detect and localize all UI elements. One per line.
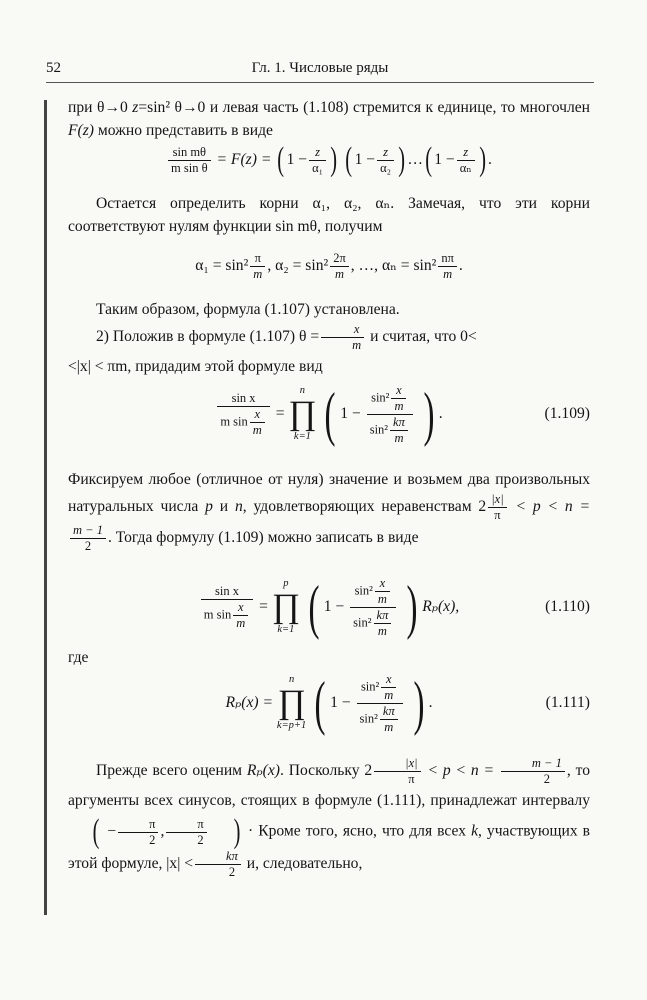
- text-run: < p < n =: [422, 762, 499, 780]
- numerator: sin x: [201, 584, 253, 600]
- paragraph-2: Остается определить корни α₁, α₂, αₙ. Замечая, что эти корни соответствуют нулям функции sin mθ, получим: [68, 195, 590, 235]
- equation-text: .: [488, 151, 492, 168]
- equation-text: , α₂ = sin²: [267, 257, 329, 274]
- denominator: m: [253, 266, 263, 281]
- denominator: [367, 415, 413, 446]
- denominator: m: [252, 422, 262, 437]
- equation-text: 1 −: [323, 598, 345, 615]
- denominator: π: [408, 772, 415, 786]
- denominator: 2: [228, 865, 236, 879]
- denominator: m: [334, 266, 344, 281]
- equation-1-110: [68, 574, 590, 640]
- numerator: sin x: [217, 391, 269, 407]
- equation-text: …: [407, 151, 423, 168]
- denominator: [350, 608, 396, 639]
- fraction: [367, 383, 413, 446]
- numerator: nπ: [438, 251, 457, 267]
- text-run: можно представить в виде: [93, 122, 273, 139]
- right-paren: ): [413, 670, 425, 737]
- numerator: z: [377, 145, 394, 161]
- paragraph-where: где: [68, 649, 89, 666]
- text-run: и считая, что 0<: [366, 328, 477, 346]
- fraction: [374, 756, 420, 787]
- numerator: 2π: [330, 251, 349, 267]
- product-upper-limit: n: [288, 674, 295, 686]
- equation-text: m sin: [220, 414, 248, 429]
- equation-text: sin²: [359, 711, 378, 726]
- paragraph-3: Таким образом, формула (1.107) установлена.: [96, 301, 400, 318]
- equation-number: (1.111): [545, 694, 590, 711]
- equation-text: .: [438, 405, 443, 422]
- numerator: x: [381, 672, 396, 688]
- equation-text: 1 −: [434, 151, 455, 168]
- header-rule: [46, 82, 594, 83]
- math-var: F(z): [68, 122, 94, 139]
- equation-text: 1 −: [354, 151, 376, 168]
- right-paren: ): [406, 574, 418, 641]
- paragraph-5: [68, 468, 590, 554]
- denominator: α₁: [312, 160, 323, 175]
- scan-margin-bar: [44, 100, 47, 915]
- fraction: [166, 817, 206, 848]
- fraction: [501, 756, 565, 787]
- numerator: π: [250, 251, 265, 267]
- paragraph-1: [68, 96, 590, 142]
- denominator: m: [384, 719, 394, 734]
- equation-text: m sin: [203, 607, 232, 622]
- equation-text: .: [428, 694, 433, 711]
- text-run: . Тогда формулу (1.109) можно записать в виде: [107, 529, 419, 547]
- equation-text: sin²: [371, 390, 390, 405]
- text-run: . Поскольку 2: [279, 762, 373, 780]
- text-run: 2) Положив в формуле (1.107) θ =: [96, 328, 320, 346]
- numerator: x: [233, 600, 248, 616]
- equation-text: =: [259, 598, 268, 615]
- equation-text: .: [458, 257, 463, 274]
- denominator: 2: [84, 539, 92, 553]
- equation-text: sin²: [360, 679, 380, 694]
- text-run: , удовлетворяющих неравенствам 2: [242, 498, 487, 516]
- fraction: [438, 251, 457, 282]
- equation-text: sin²: [353, 615, 372, 630]
- text-run: и, следовательно,: [242, 855, 363, 873]
- text-run: Фиксируем любое (отличное от нуля) значение и возьмем два произвольных натуральных числа: [68, 471, 590, 516]
- running-title: Гл. 1. Числовые ряды: [251, 60, 389, 76]
- equation-1-111: [68, 670, 590, 736]
- fraction: [457, 145, 475, 176]
- left-paren: (: [92, 813, 100, 850]
- math-var: z: [132, 99, 139, 116]
- math-var: n: [234, 498, 243, 516]
- equation-roots: [68, 246, 590, 286]
- text-run: и: [212, 498, 235, 516]
- fraction: [375, 576, 390, 607]
- numerator: x: [321, 322, 364, 338]
- numerator: |x|: [488, 492, 506, 508]
- denominator: m: [394, 398, 404, 413]
- text-run: Прежде всего оценим: [96, 762, 247, 780]
- math-var: Rₚ(x): [246, 762, 280, 780]
- fraction: [118, 817, 158, 848]
- paragraph-4: [68, 322, 590, 380]
- left-paren: (: [277, 141, 285, 179]
- denominator: m: [384, 687, 394, 702]
- product-symbol: n ∏ k=p+1: [276, 674, 307, 732]
- equation-text: 1 −: [340, 405, 361, 422]
- right-paren: ): [330, 141, 338, 179]
- numerator: m − 1: [501, 756, 565, 772]
- fraction: [233, 600, 248, 631]
- numerator: [357, 672, 403, 704]
- fraction: [201, 584, 253, 631]
- text-run: · Кроме того, ясно, что для всех: [247, 822, 472, 840]
- denominator: 2: [543, 772, 550, 786]
- fraction: [390, 415, 408, 446]
- denominator: 2: [197, 832, 204, 847]
- denominator: m: [443, 266, 453, 281]
- equation-text: −: [107, 822, 117, 840]
- numerator: x: [391, 383, 406, 399]
- denominator: 2: [149, 832, 156, 847]
- equation-number: (1.110): [545, 598, 590, 615]
- right-paren: ): [233, 813, 241, 850]
- product-upper-limit: p: [283, 578, 289, 590]
- left-paren: (: [308, 574, 320, 641]
- denominator: m sin θ: [171, 160, 208, 175]
- fraction: [70, 523, 106, 554]
- numerator: sin mθ: [168, 145, 211, 161]
- numerator: π: [166, 817, 206, 833]
- product-lower-limit: k=1: [293, 431, 311, 443]
- equation-text: Rₚ(x) =: [225, 694, 273, 711]
- right-paren: ): [478, 141, 486, 179]
- fraction: [250, 407, 265, 438]
- product-symbol: n ∏ k=1: [288, 385, 317, 443]
- math-var: p: [205, 498, 213, 516]
- paragraph-6: [68, 756, 590, 880]
- denominator: α₂: [380, 160, 391, 175]
- math-var: k: [471, 822, 478, 840]
- denominator: m: [394, 430, 404, 445]
- numerator: x: [250, 407, 265, 423]
- denominator: m: [236, 615, 246, 630]
- numerator: [350, 576, 396, 608]
- text-run: <|x| < πm, придадим этой формуле вид: [68, 358, 323, 375]
- equation-number: (1.109): [544, 405, 590, 422]
- equation-text: ,: [160, 822, 165, 840]
- text-run: < p < n =: [508, 498, 590, 516]
- product-lower-limit: k=p+1: [276, 720, 307, 732]
- equation-text: 1 −: [330, 694, 351, 711]
- numerator: z: [457, 145, 475, 161]
- left-paren: (: [324, 381, 336, 448]
- fraction: [381, 672, 396, 703]
- text-run: =sin² θ→0 и левая часть (1.108) стремится к единице, то многочлен: [138, 99, 590, 116]
- equation-text: sin²: [369, 422, 389, 437]
- equation-text: =: [275, 405, 285, 422]
- denominator: m: [377, 623, 387, 638]
- equation-text: α₁ = sin²: [195, 257, 249, 274]
- equation-text: sin²: [354, 583, 373, 598]
- fraction: [330, 251, 349, 282]
- denominator: m: [352, 338, 362, 352]
- text-run: , участвующих в этой формуле, |x| <: [68, 822, 591, 873]
- left-paren: (: [425, 141, 432, 179]
- fraction: [350, 576, 396, 639]
- equation-text: 1 −: [286, 151, 308, 168]
- fraction: [217, 391, 269, 438]
- fraction: [195, 849, 241, 880]
- product-upper-limit: n: [299, 385, 306, 397]
- numerator: z: [309, 145, 326, 161]
- text-run: , то аргументы всех синусов, стоящих в формуле (1.111), принадлежат интервалу: [68, 762, 590, 809]
- fraction: [357, 672, 403, 735]
- fraction: [488, 492, 506, 523]
- denominator: [201, 600, 253, 631]
- fraction: [309, 145, 326, 176]
- equation-1-109: [68, 382, 590, 446]
- fraction: [377, 145, 394, 176]
- equation-text: , …, αₙ = sin²: [350, 257, 437, 274]
- page-number: 52: [46, 60, 61, 76]
- numerator: [367, 383, 413, 415]
- denominator: [217, 407, 269, 438]
- denominator: [357, 704, 403, 735]
- fraction: [380, 704, 398, 735]
- left-paren: (: [345, 141, 353, 179]
- numerator: |x|: [374, 756, 420, 772]
- right-paren: ): [398, 141, 406, 179]
- running-header: [46, 60, 594, 80]
- equation-text: Rₚ(x),: [422, 598, 460, 615]
- numerator: kπ: [374, 608, 392, 624]
- numerator: kπ: [380, 704, 398, 720]
- numerator: m − 1: [70, 523, 106, 539]
- fraction: [250, 251, 265, 282]
- text-run: при θ→0: [68, 99, 133, 116]
- denominator: π: [494, 508, 501, 522]
- denominator: m: [377, 591, 387, 606]
- equation-product-form: [68, 140, 590, 180]
- numerator: π: [118, 817, 158, 833]
- fraction: [374, 608, 392, 639]
- equation-text: = F(z) =: [216, 151, 272, 168]
- numerator: kπ: [195, 849, 241, 865]
- numerator: kπ: [390, 415, 408, 431]
- left-paren: (: [314, 670, 326, 737]
- right-paren: ): [423, 381, 435, 448]
- denominator: αₙ: [459, 160, 472, 175]
- fraction: [321, 322, 364, 353]
- fraction: [168, 145, 211, 176]
- numerator: x: [375, 576, 390, 592]
- fraction: [391, 383, 406, 414]
- product-lower-limit: k=1: [277, 624, 295, 636]
- product-symbol: p ∏ k=1: [271, 578, 300, 636]
